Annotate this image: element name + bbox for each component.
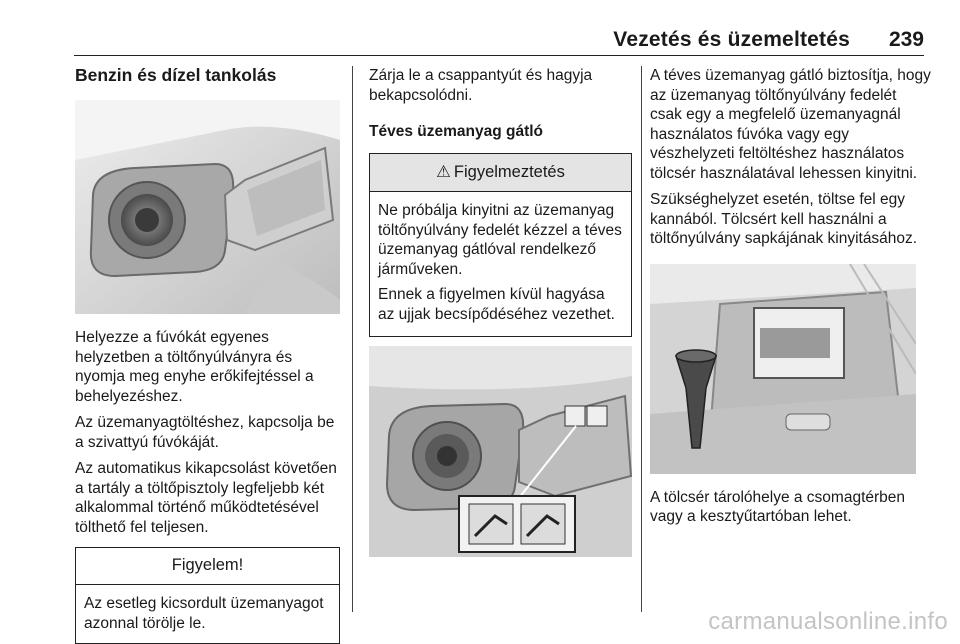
funnel-storage-illustration [650, 264, 916, 474]
subheading: Téves üzemanyag gátló [369, 123, 544, 140]
paragraph: A téves üzemanyag gátló biztosítja, hogy az üzemanyag töltőnyúlvány fedelét csak egy a megfelelő üzemanyagnál használatos fúvóka vagy egy vészhelyzeti feltöltéshez használatos tölcsér használatával lehessen kinyitni. [650, 67, 931, 182]
figure-caption: A tölcsér tárolóhelye a csomagtérben vagy a kesztyűtartóban lehet. [650, 488, 906, 525]
intro-paragraph: Zárja le a csappantyút és hagyja bekapcsolódni. [369, 67, 593, 104]
column-divider-1 [352, 66, 353, 612]
misfuel-illustration [369, 346, 632, 557]
warning-text: Ennek a figyelmen kívül hagyása az ujjak becsípődéséhez vezethet. [378, 286, 615, 323]
column-divider-2 [641, 66, 642, 612]
funnel-storage-photo [650, 264, 916, 474]
column-2 [369, 64, 632, 557]
paragraph: Szükséghelyzet esetén, töltse fel egy kannából. Tölcsért kell használni a töltőnyúlvány sapkájának kinyitásához. [650, 191, 918, 247]
section-title: Benzin és dízel tankolás [75, 65, 277, 85]
caution-title: Figyelem! [76, 548, 339, 585]
caution-text: Az esetleg kicsordult üzemanyagot azonnal törölje le. [84, 595, 324, 632]
header-rule [74, 55, 924, 56]
warning-text: Ne próbálja kinyitni az üzemanyag töltőnyúlvány fedelét kézzel a téves üzemanyag gátlóval rendelkező járműveken. [378, 202, 622, 278]
misfuel-inhibitor-photo [369, 346, 632, 557]
fuel-filler-photo [75, 100, 340, 314]
page-number: 239 [888, 28, 924, 51]
warning-title: Figyelmeztetés [453, 163, 565, 181]
paragraph: Helyezze a fúvókát egyenes helyzetben a töltőnyúlványra és nyomja meg enyhe erőkifejtéssel a behelyezéshez. [75, 329, 314, 405]
caution-notice [75, 547, 340, 644]
column-1 [75, 64, 340, 644]
warning-triangle-icon: ⚠ [436, 163, 451, 181]
paragraph: Az üzemanyagtöltéshez, kapcsolja be a szivattyú fúvókáját. [75, 414, 335, 451]
paragraph: Az automatikus kikapcsolást követően a tartály a töltőpisztoly legfeljebb két alkalommal történő működtetésével tölthető fel teljesen. [75, 460, 337, 536]
warning-notice [369, 153, 632, 337]
header-title: Vezetés és üzemeltetés [613, 28, 850, 51]
column-3 [650, 64, 932, 534]
fuel-filler-illustration [75, 100, 340, 314]
watermark: carmanualsonline.info [708, 608, 948, 635]
